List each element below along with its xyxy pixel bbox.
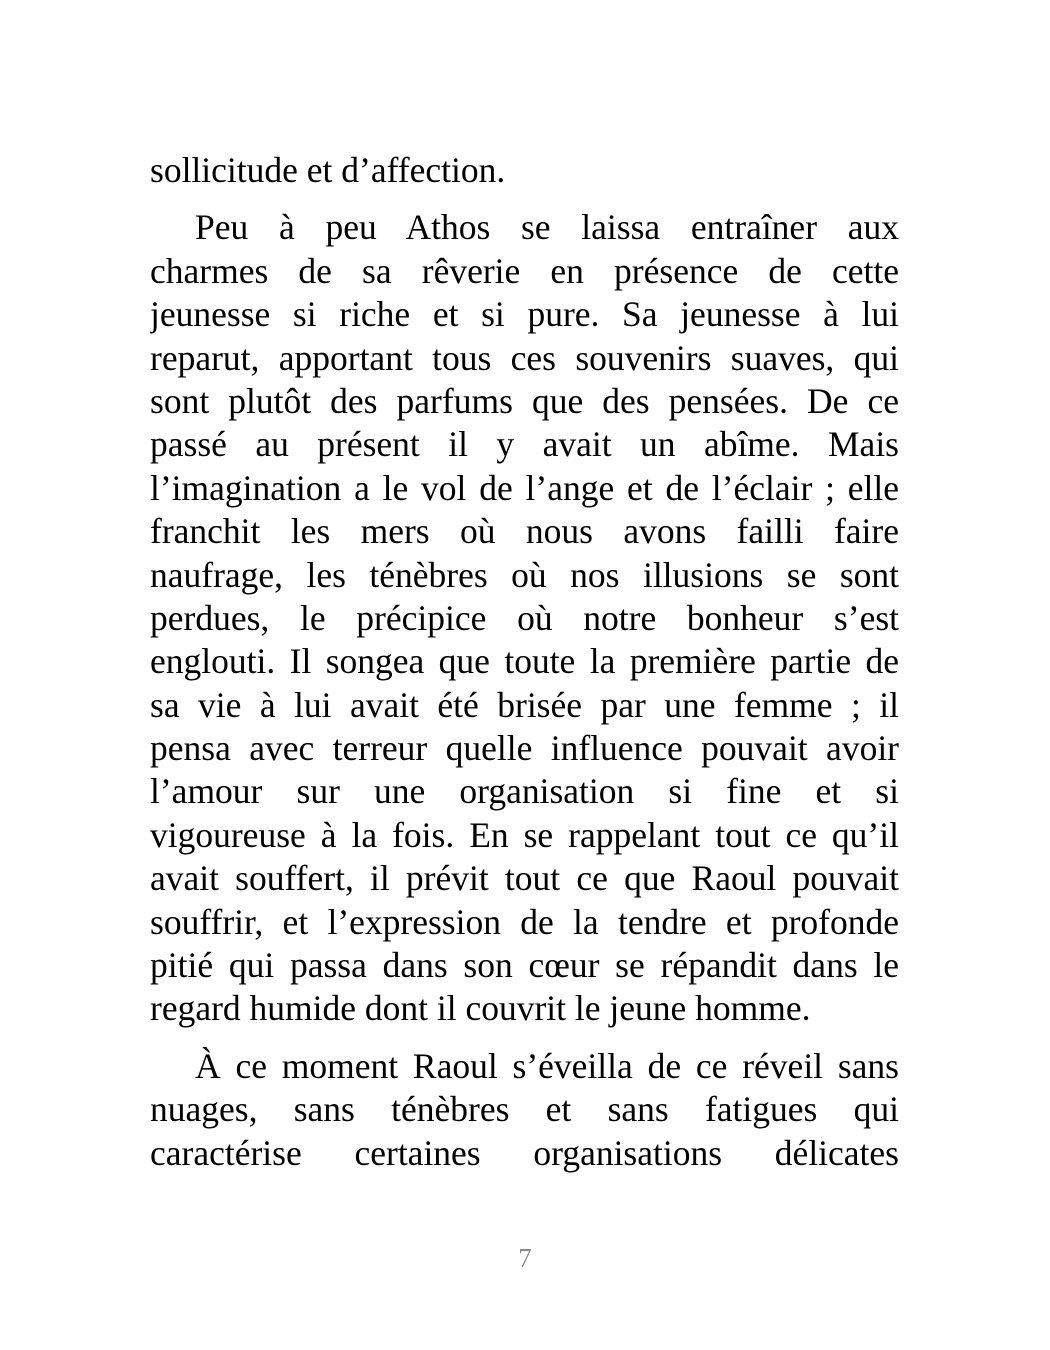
paragraph-raoul-wakes — [150, 1045, 899, 1175]
text-line: À ce moment Raoul s’éveilla de ce réveil sans — [195, 1045, 899, 1086]
text-line: nuages, sans ténèbres et sans fatigues qui — [150, 1089, 899, 1130]
text-line: sont plutôt des parfums que des pensées. De ce — [150, 380, 899, 421]
text-line: passé au présent il y avait un abîme. Mais — [150, 424, 899, 465]
text-line: caractérise certaines organisations délicates — [150, 1132, 899, 1173]
text-line: englouti. Il songea que toute la première partie de — [150, 641, 899, 682]
text-line: l’imagination a le vol de l’ange et de l’éclair ; elle — [150, 467, 899, 508]
page-number: 7 — [518, 1243, 532, 1273]
paragraph-continuation — [150, 149, 899, 192]
text-line: sollicitude et d’affection. — [150, 150, 506, 190]
text-line: vigoureuse à la fois. En se rappelant tout ce qu’il — [150, 814, 899, 855]
text-line: franchit les mers où nous avons failli faire — [150, 511, 899, 552]
text-line: pensa avec terreur quelle influence pouvait avoir — [150, 728, 899, 769]
text-line: souffrir, et l’expression de la tendre et profonde — [150, 901, 899, 942]
body-text — [150, 149, 899, 1175]
text-line: regard humide dont il couvrit le jeune homme. — [150, 988, 811, 1029]
text-line: l’amour sur une organisation si fine et si — [150, 771, 899, 812]
paragraph-athos-reverie — [150, 206, 899, 1030]
text-line: reparut, apportant tous ces souvenirs suaves, qui — [150, 337, 899, 378]
text-line: Peu à peu Athos se laissa entraîner aux — [195, 207, 899, 248]
text-line: perdues, le précipice où notre bonheur s’est — [150, 597, 899, 638]
text-line: pitié qui passa dans son cœur se répandit dans le — [150, 945, 899, 986]
text-line: jeunesse si riche et si pure. Sa jeunesse à lui — [150, 294, 899, 335]
text-line: avait souffert, il prévit tout ce que Raoul pouvait — [150, 858, 899, 899]
text-line: charmes de sa rêverie en présence de cette — [150, 250, 899, 291]
text-line: sa vie à lui avait été brisée par une femme ; il — [150, 684, 899, 725]
text-line: naufrage, les ténèbres où nos illusions se sont — [150, 554, 899, 595]
